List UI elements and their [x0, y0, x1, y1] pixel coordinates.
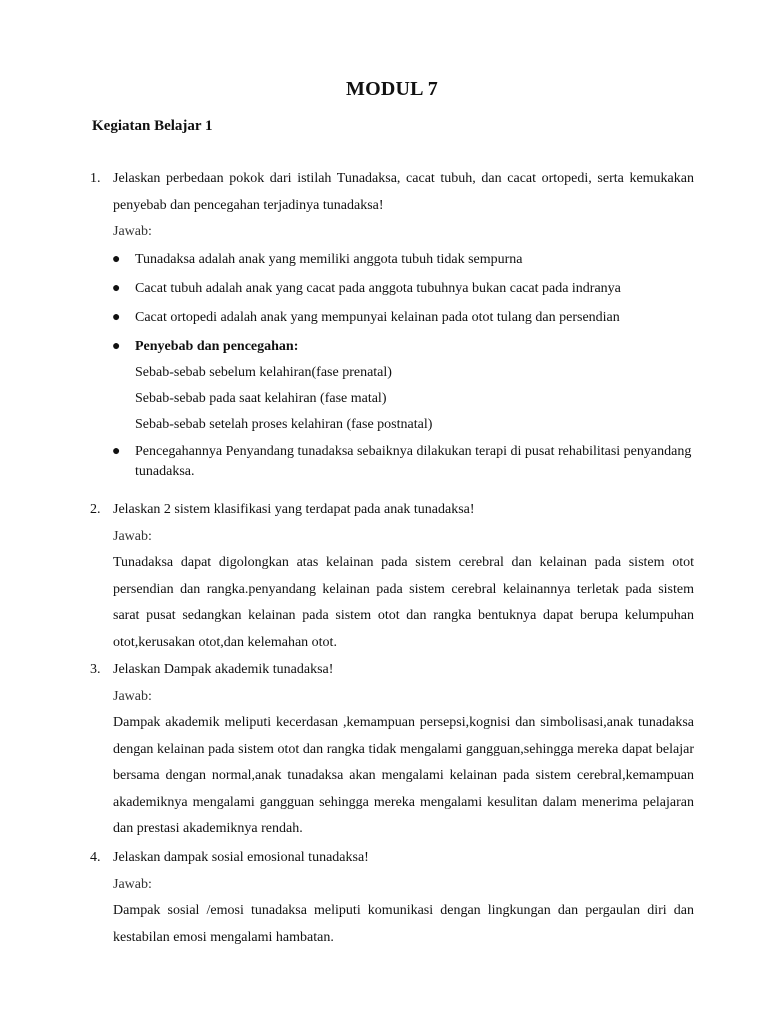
- answer-label: Jawab:: [113, 224, 152, 239]
- list-item-heading: Penyebab dan pencegahan:: [135, 338, 299, 354]
- list-item-text: Cacat ortopedi adalah anak yang mempunyai kelainan pada otot tulang dan persendian: [135, 309, 620, 325]
- question-number: 4.: [90, 850, 101, 865]
- answer-text: Dampak sosial /emosi tunadaksa meliputi komunikasi dengan lingkungan dan pergaulan diri dan kestabilan emosi mengalami hambatan.: [113, 903, 694, 945]
- question-number: 1.: [90, 171, 101, 186]
- question-text: Jelaskan 2 sistem klasifikasi yang terdapat pada anak tunadaksa!: [113, 502, 475, 517]
- cause-line: Sebab-sebab sebelum kelahiran(fase prenatal): [135, 364, 392, 380]
- question-1: [90, 166, 694, 482]
- bullet-icon: ●: [112, 443, 121, 459]
- question-2: [90, 497, 694, 656]
- list-item-text: Cacat tubuh adalah anak yang cacat pada anggota tubuhnya bukan cacat pada indranya: [135, 280, 621, 296]
- list-item: [90, 308, 694, 328]
- question-number: 3.: [90, 662, 101, 677]
- page-title: MODUL 7: [346, 78, 438, 100]
- answer-label: Jawab:: [113, 528, 152, 544]
- list-item-text: Tunadaksa adalah anak yang memiliki anggota tubuh tidak sempurna: [135, 251, 523, 267]
- cause-line: Sebab-sebab setelah proses kelahiran (fase postnatal): [135, 416, 433, 432]
- answer-text: Dampak akademik meliputi kecerdasan ,kemampuan persepsi,kognisi dan simbolisasi,anak tunadaksa dengan kelainan pada sistem otot dan rangka tidak mengalami gangguan,sehingga mereka dapat belajar bersama dengan normal,anak tunadaksa akan mengalami kelainan pada sistem cerebral,kemampuan akademiknya mengalami gangguan sehingga mereka mengalami kesulitan dalam menerima pelajaran dan prestasi akademiknya rendah.: [113, 715, 694, 836]
- answer-text: Tunadaksa dapat digolongkan atas kelainan pada sistem cerebral dan kelainan pada sistem otot persendian dan rangka.penyandang kelainan pada sistem cerebral kelainannya terletak pada sistem sarat pusat sedangkan kelainan pada sistem otot dan rangka bentuknya dapat berupa kelumpuhan otot,kerusakan otot,dan kelemahan otot.: [113, 555, 694, 650]
- bullet-icon: ●: [112, 251, 121, 267]
- question-text: Jelaskan Dampak akademik tunadaksa!: [113, 662, 334, 677]
- section-subtitle: Kegiatan Belajar 1: [92, 118, 213, 134]
- list-item: [90, 279, 694, 299]
- bullet-icon: ●: [112, 309, 121, 325]
- bullet-icon: ●: [112, 280, 121, 296]
- list-item: [90, 442, 695, 482]
- question-text: Jelaskan perbedaan pokok dari istilah Tunadaksa, cacat tubuh, dan cacat ortopedi, serta kemukakan penyebab dan pencegahan terjadinya tunadaksa!: [113, 171, 694, 213]
- question-3: [90, 657, 694, 843]
- bullet-icon: ●: [112, 338, 121, 354]
- answer-label: Jawab:: [113, 876, 152, 892]
- list-item-text: Pencegahannya Penyandang tunadaksa sebaiknya dilakukan terapi di pusat rehabilitasi penyandang tunadaksa.: [135, 443, 692, 479]
- question-4: [90, 845, 694, 951]
- answer-label: Jawab:: [113, 688, 152, 704]
- question-number: 2.: [90, 502, 101, 517]
- list-item: [90, 250, 694, 270]
- list-item: [90, 337, 694, 357]
- cause-line: Sebab-sebab pada saat kelahiran (fase matal): [135, 390, 387, 406]
- question-text: Jelaskan dampak sosial emosional tunadaksa!: [113, 850, 369, 865]
